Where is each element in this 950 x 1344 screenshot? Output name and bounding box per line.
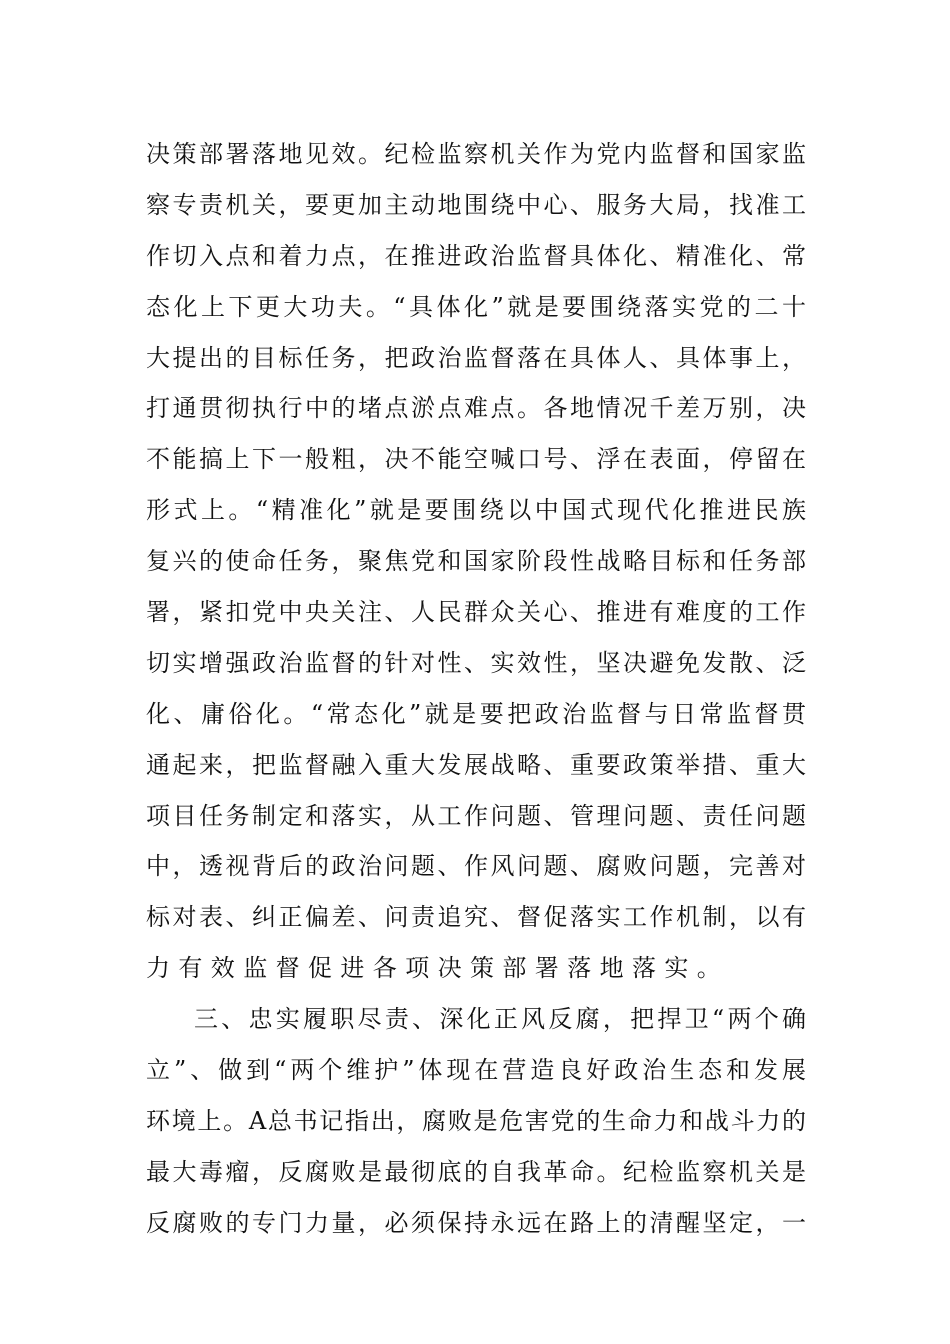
body-line: 大提出的目标任务，把政治监督落在具体人、具体事上，: [146, 343, 806, 372]
paragraph-start-line: 三、忠实履职尽责、深化正风反腐，把捍卫“两个确: [194, 1005, 806, 1034]
body-line: 不能搞上下一般粗，决不能空喊口号、浮在表面，停留在: [146, 445, 806, 474]
body-line: 立”、做到“两个维护”体现在营造良好政治生态和发展: [146, 1056, 806, 1085]
body-line: 打通贯彻执行中的堵点淤点难点。各地情况千差万别，决: [146, 394, 806, 423]
body-line: 标对表、纠正偏差、问责追究、督促落实工作机制，以有: [146, 903, 806, 932]
body-line: 环境上。A总书记指出，腐败是危害党的生命力和战斗力的: [146, 1106, 806, 1135]
body-line: 态化上下更大功夫。“具体化”就是要围绕落实党的二十: [146, 292, 806, 321]
body-line: 复兴的使命任务，聚焦党和国家阶段性战略目标和任务部: [146, 547, 806, 576]
body-line: 作切入点和着力点，在推进政治监督具体化、精准化、常: [146, 241, 806, 270]
body-line: 项目任务制定和落实，从工作问题、管理问题、责任问题: [146, 801, 806, 830]
body-line: 通起来，把监督融入重大发展战略、重要政策举措、重大: [146, 750, 806, 779]
document-body: [146, 129, 806, 1249]
body-line: 中，透视背后的政治问题、作风问题、腐败问题，完善对: [146, 852, 806, 881]
body-line: 形式上。“精准化”就是要围绕以中国式现代化推进民族: [146, 496, 806, 525]
body-line: 决策部署落地见效。纪检监察机关作为党内监督和国家监: [146, 140, 806, 168]
body-line: 切实增强政治监督的针对性、实效性，坚决避免发散、泛: [146, 648, 806, 677]
body-line: 化、庸俗化。“常态化”就是要把政治监督与日常监督贯: [146, 699, 806, 728]
body-line: 最大毒瘤，反腐败是最彻底的自我革命。纪检监察机关是: [146, 1157, 806, 1186]
body-line: 察专责机关，要更加主动地围绕中心、服务大局，找准工: [146, 190, 806, 219]
body-line: 反腐败的专门力量，必须保持永远在路上的清醒坚定，一: [146, 1208, 806, 1237]
body-line: 署，紧扣党中央关注、人民群众关心、推进有难度的工作: [146, 598, 806, 627]
paragraph-end-line: 力有效监督促进各项决策部署落地落实。: [146, 954, 730, 983]
